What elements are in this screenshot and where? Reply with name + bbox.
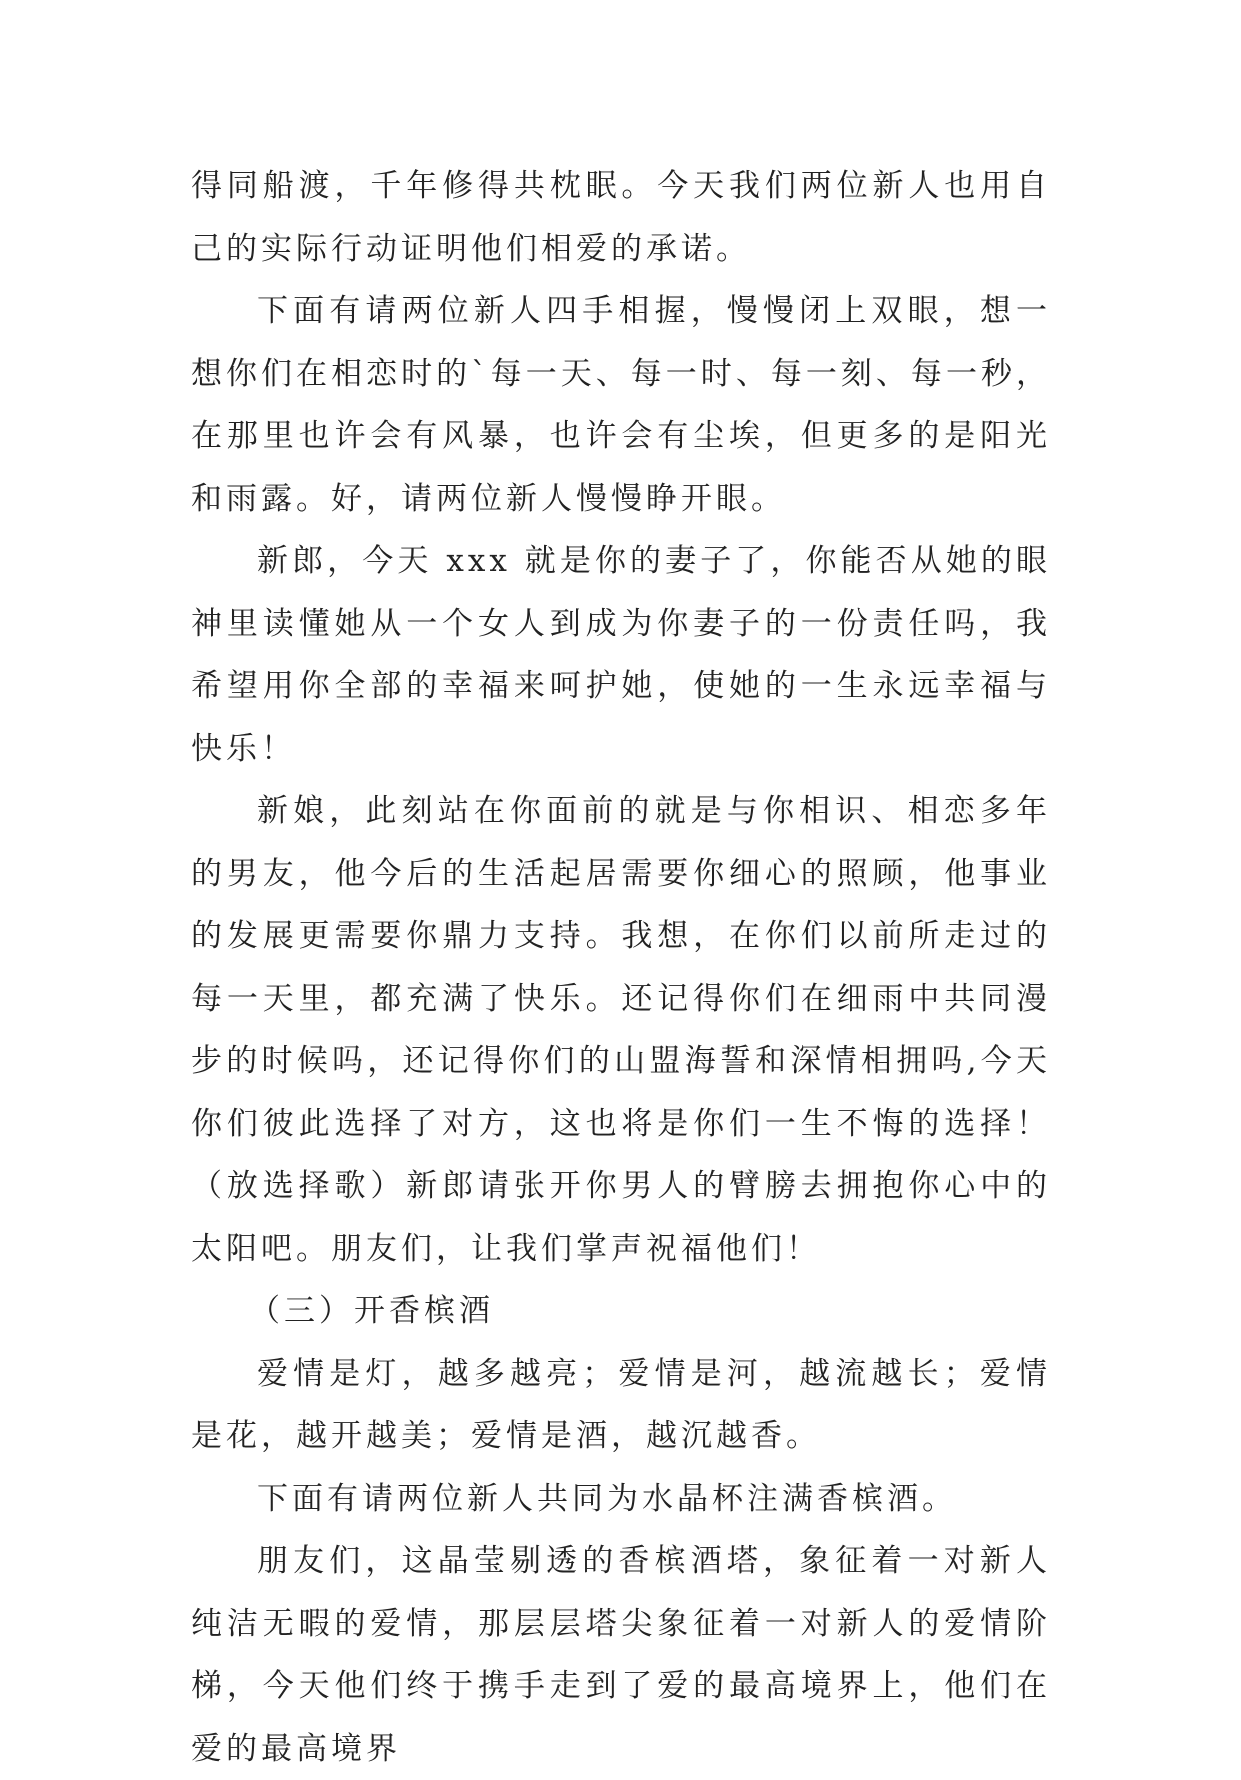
paragraph-eyes-closed: 下面有请两位新人四手相握，慢慢闭上双眼，想一想你们在相恋时的`每一天、每一时、每一刻、每一秒，在那里也许会有风暴，也许会有尘埃，但更多的是阳光和雨露。好，请两位新人慢慢睁开眼。 [191, 293, 1051, 517]
paragraph-champagne-tower: 朋友们，这晶莹剔透的香槟酒塔，象征着一对新人纯洁无暇的爱情，那层层塔尖象征着一对新人的爱情阶梯，今天他们终于携手走到了爱的最高境界上，他们在爱的最高境界 [191, 1543, 1051, 1767]
paragraph-bride: 新娘，此刻站在你面前的就是与你相识、相恋多年的男友，他今后的生活起居需要你细心的照顾，他事业的发展更需要你鼎力支持。我想，在你们以前所走过的每一天里，都充满了快乐。还记得你们在细雨中共同漫步的时候吗，还记得你们的山盟海誓和深情相拥吗,今天你们彼此选择了对方，这也将是你们一生不悔的选择！（放选择歌）新郎请张开你男人的臂膀去拥抱你心中的太阳吧。朋友们，让我们掌声祝福他们！ [191, 793, 1051, 1267]
paragraph-love-metaphors: 爱情是灯，越多越亮；爱情是河，越流越长；爱情是花，越开越美；爱情是酒，越沉越香。 [191, 1355, 1051, 1454]
document-body [191, 155, 1051, 1780]
paragraph-groom: 新郎，今天 xxx 就是你的妻子了，你能否从她的眼神里读懂她从一个女人到成为你妻子的一份责任吗，我希望用你全部的幸福来呵护她，使她的一生永远幸福与快乐！ [191, 543, 1051, 767]
paragraph-pour-champagne: 下面有请两位新人共同为水晶杯注满香槟酒。 [257, 1480, 957, 1517]
paragraph-continuation: 得同船渡，千年修得共枕眠。今天我们两位新人也用自己的实际行动证明他们相爱的承诺。 [191, 168, 1051, 267]
section-heading-champagne: （三）开香槟酒 [249, 1293, 494, 1329]
